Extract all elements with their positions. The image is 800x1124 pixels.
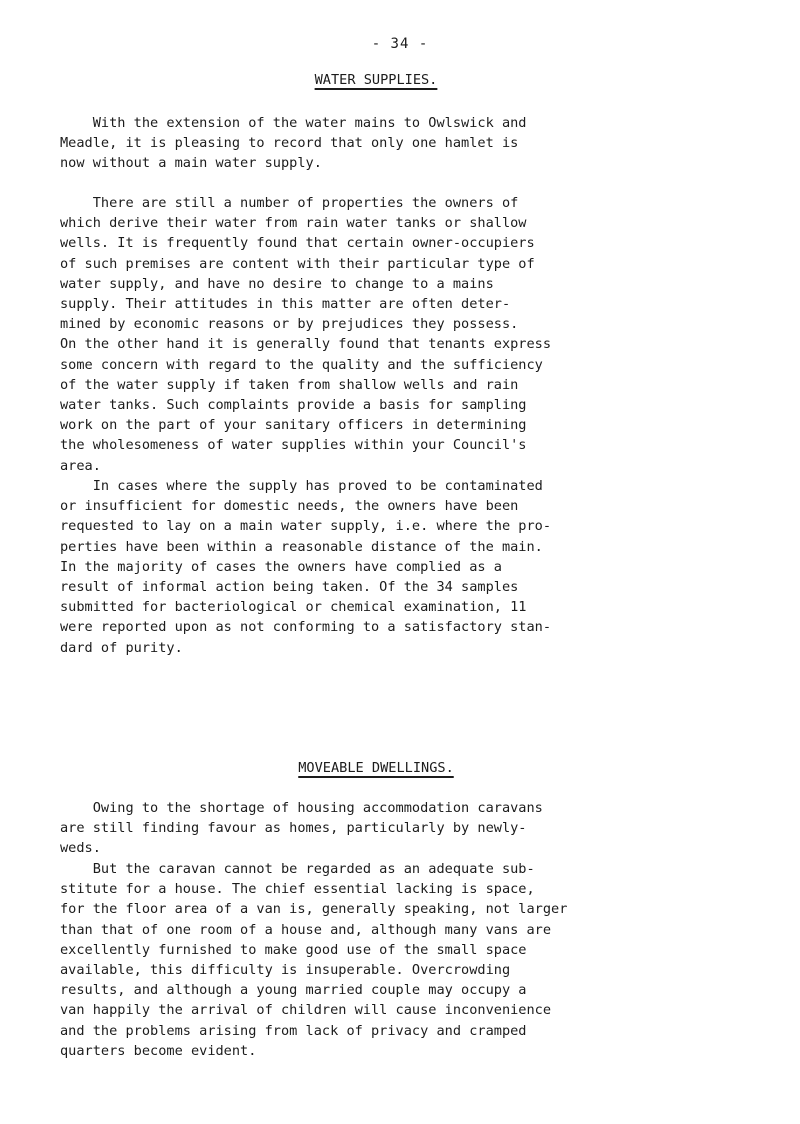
section-heading-water-supplies: WATER SUPPLIES. bbox=[314, 72, 438, 88]
paragraph-caravan-homes: Owing to the shortage of housing accommodation caravans are still finding favour as homes, particularly by newly- weds. bbox=[60, 800, 543, 857]
paragraph-contaminated-supplies: In cases where the supply has proved to be contaminated or insufficient for domestic needs, the owners have been requested to lay on a main water supply, i.e. where the pro- perties have been within a reasonable distance of the main. In the majority of cases the owners have complied as a result of informal action being taken. Of the 34 samples submitted for bacteriological or chemical examination, 11 were reported upon as not conforming to a satisfactory stan- dard of purity. bbox=[60, 478, 552, 656]
paragraph-water-mains-extension: With the extension of the water mains to Owlswick and Meadle, it is pleasing to record that only one hamlet is now without a main water supply. bbox=[60, 115, 527, 172]
paragraph-private-water-sources: There are still a number of properties the owners of which derive their water from rain water tanks or shallow wells. It is frequently found that certain owner-occupiers of such premises are content with their particular type of water supply, and have no desire to change to a mains supply. Their attitudes in this matter are often deter- mined by economic reasons or by prejudices they possess. On the other hand it is generally found that tenants express some concern with regard to the quality and the sufficiency of the water supply if taken from shallow wells and rain water tanks. Such complaints provide a basis for sampling work on the part of your sanitary officers in determining the wholesomeness of water supplies within your Council's area. bbox=[60, 195, 552, 474]
page-number: - 34 - bbox=[371, 36, 429, 52]
paragraph-caravan-space: But the caravan cannot be regarded as an adequate sub- stitute for a house. The chief essential lacking is space, for the floor area of a van is, generally speaking, not larger than that of one room of a house and, although many vans are excellently furnished to make good use of the small space available, this difficulty is insuperable. Overcrowding results, and although a young married couple may occupy a van happily the arrival of children will cause inconvenience and the problems arising from lack of privacy and cramped quarters become evident. bbox=[60, 861, 568, 1059]
section-heading-moveable-dwellings: MOVEABLE DWELLINGS. bbox=[298, 760, 454, 776]
